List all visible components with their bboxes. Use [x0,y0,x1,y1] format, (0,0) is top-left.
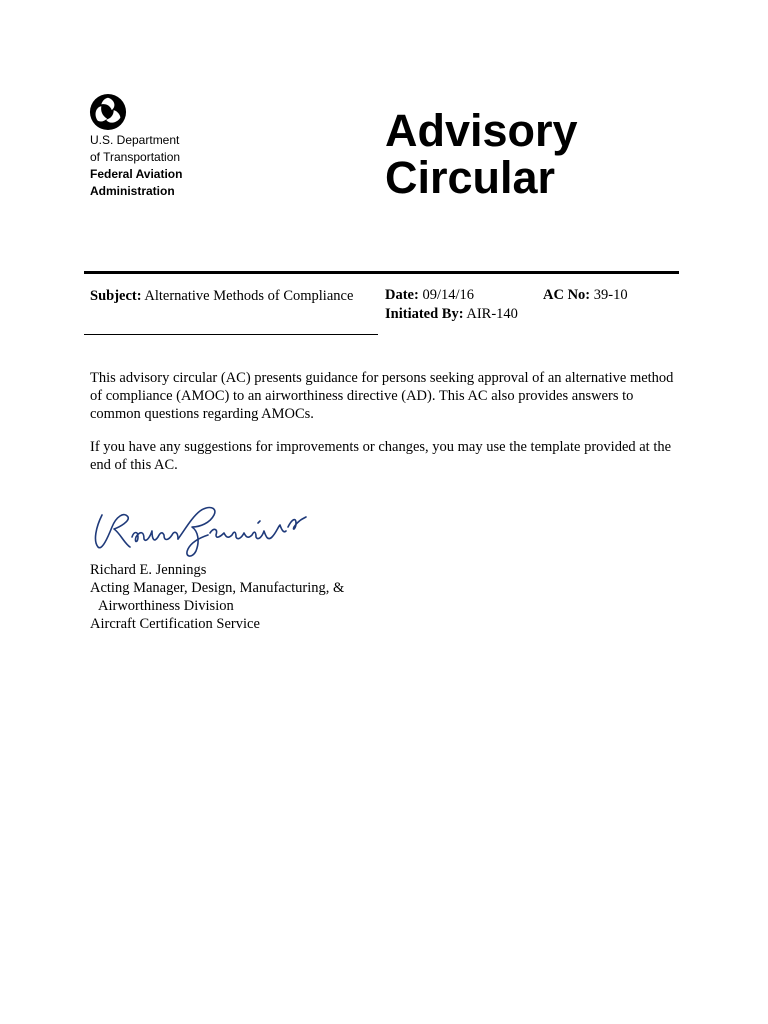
signatory-title-line-1: Acting Manager, Design, Manufacturing, & [90,580,345,596]
subject-value: Alternative Methods of Compliance [144,288,354,304]
date-field [385,286,474,304]
ac-number-value: 39-10 [593,287,628,303]
suggestions-paragraph: If you have any suggestions for improvements or changes, you may use the template provided at the end of this AC. [90,439,672,473]
agency-line-3: Federal Aviation [90,167,183,181]
subject-divider [84,334,378,335]
handwritten-signature [88,497,318,561]
date-label: Date: [385,287,419,303]
initiated-by-field [385,305,518,323]
dot-tri-swirl-logo-icon [89,93,127,131]
signatory-title-line-2: Airworthiness Division [98,598,234,614]
purpose-paragraph: This advisory circular (AC) presents guidance for persons seeking approval of an alternative method of compliance (AMOC) to an airworthiness directive (AD). This AC also provides answers to common questions regarding AMOCs. [90,370,674,422]
agency-line-2: of Transportation [90,150,181,164]
agency-name [90,132,182,200]
agency-line-1: U.S. Department [90,133,180,147]
subject-field [90,287,353,305]
ac-number-field [543,286,628,304]
header-divider [84,271,679,274]
ac-number-label: AC No: [543,287,591,303]
initiated-by-value: AIR-140 [466,306,518,322]
document-title-line-1: Advisory [385,105,578,156]
document-title [385,107,578,201]
signatory-block [90,561,344,633]
initiated-by-label: Initiated By: [385,306,464,322]
subject-label: Subject: [90,288,142,304]
document-title-line-2: Circular [385,152,556,203]
agency-line-4: Administration [90,184,175,198]
signatory-name: Richard E. Jennings [90,562,207,578]
date-value: 09/14/16 [422,287,475,303]
signatory-organization: Aircraft Certification Service [90,616,260,632]
